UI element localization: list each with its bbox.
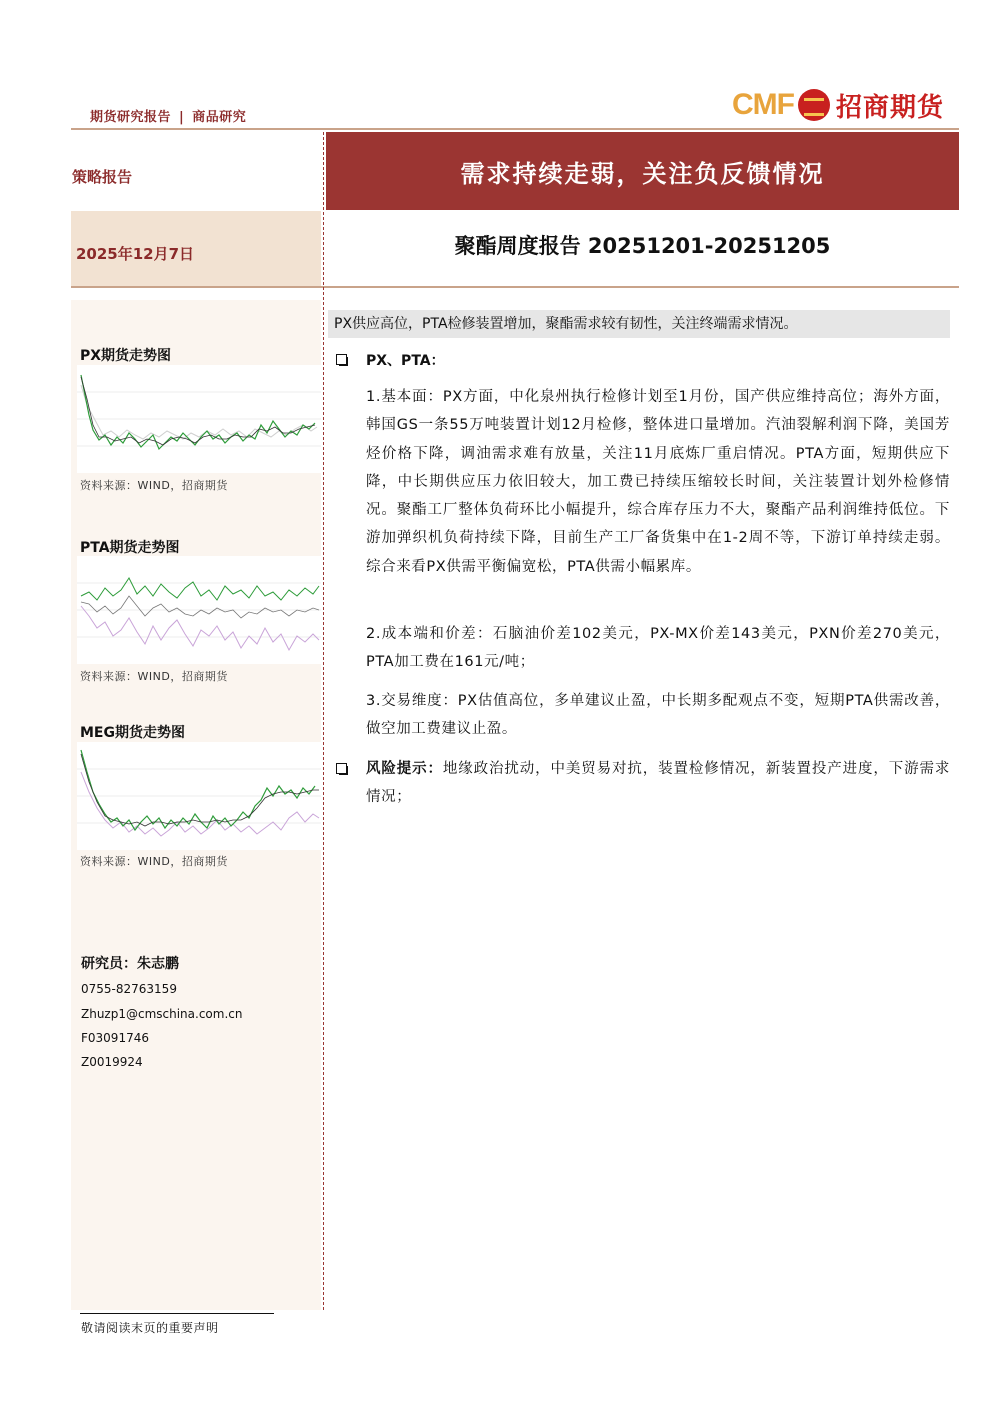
- risk-label: 风险提示：: [366, 761, 443, 777]
- category-futures-research: 期货研究报告: [90, 110, 172, 125]
- px-chart-title: PX期货走势图: [80, 348, 172, 364]
- px-chart-image: [77, 365, 321, 473]
- meg-chart-svg: [77, 742, 321, 850]
- pta-chart-title: PTA期货走势图: [80, 540, 180, 556]
- logo-badge-icon: [798, 89, 830, 121]
- category-commodity-research: 商品研究: [192, 110, 247, 125]
- report-type: 策略报告: [72, 168, 133, 186]
- checkbox-bullet-icon: [336, 354, 348, 366]
- risk-warning: [366, 755, 950, 812]
- footer-rule: [80, 1313, 274, 1314]
- researcher-phone: 0755-82763159: [81, 982, 177, 996]
- report-title: 需求持续走弱，关注负反馈情况: [460, 159, 825, 188]
- researcher-license-f: F03091746: [81, 1031, 149, 1045]
- pta-chart-svg: [77, 556, 321, 664]
- px-chart-svg: [77, 365, 321, 473]
- paragraph-cost-spread: 2.成本端和价差：石脑油价差102美元，PX-MX价差143美元，PXN价差270美元，PTA加工费在161元/吨；: [366, 626, 950, 671]
- logo-chinese: 招商期货: [835, 92, 944, 123]
- risk-text: 地缘政治扰动，中美贸易对抗，装置检修情况，新装置投产进度，下游需求情况；: [366, 761, 951, 806]
- paragraph-trading: 3.交易维度：PX估值高位，多单建议止盈，中长期多配观点不变，短期PTA供需改善，做空加工费建议止盈。: [366, 693, 950, 738]
- section-title: PX、PTA：: [366, 353, 445, 369]
- checkbox-bullet-icon: [336, 763, 348, 775]
- header-rule: [71, 128, 959, 130]
- meg-chart-image: [77, 742, 321, 850]
- pta-chart-source: 资料来源：WIND，招商期货: [80, 670, 228, 683]
- report-category: [90, 106, 246, 125]
- summary-banner: PX供应高位，PTA检修装置增加，聚酯需求较有韧性，关注终端需求情况。: [328, 310, 950, 338]
- paragraph-fundamentals: 1.基本面：PX方面，中化泉州执行检修计划至1月份，国产供应维持高位；海外方面，韩国GS一条55万吨装置计划12月检修，整体进口量增加。汽油裂解利润下降，美国芳烃价格下降，调油需求难有放量，关注11月底炼厂重启情况。PTA方面，短期供应下降，中长期供应压力依旧较大，加工费已持续压缩较长时间，关注装置计划外检修情况。聚酯工厂整体负荷环比小幅提升，综合库存压力不大，聚酯产品利润维持低位。下游加弹织机负荷持续下降，目前生产工厂备货集中在1-2周不等，下游订单持续走弱。综合来看PX供需平衡偏宽松，PTA供需小幅累库。: [366, 389, 950, 575]
- report-date: 2025年12月7日: [76, 245, 195, 263]
- meg-chart-title: MEG期货走势图: [80, 725, 185, 741]
- company-logo: [732, 86, 944, 124]
- category-separator: |: [179, 110, 185, 125]
- researcher-email[interactable]: Zhuzp1@cmschina.com.cn: [81, 1007, 243, 1021]
- pta-chart-image: [77, 556, 321, 664]
- researcher-name: 研究员：朱志鹏: [81, 956, 179, 972]
- report-subtitle: 聚酯周度报告 20251201-20251205: [454, 234, 831, 258]
- column-divider: [323, 132, 324, 1310]
- meg-chart-source: 资料来源：WIND，招商期货: [80, 855, 228, 868]
- subtitle-rule: [71, 286, 959, 288]
- researcher-license-z: Z0019924: [81, 1055, 143, 1069]
- px-chart-source: 资料来源：WIND，招商期货: [80, 479, 228, 492]
- footer-notice: 敬请阅读末页的重要声明: [81, 1321, 219, 1335]
- logo-latin: CMF: [732, 88, 794, 121]
